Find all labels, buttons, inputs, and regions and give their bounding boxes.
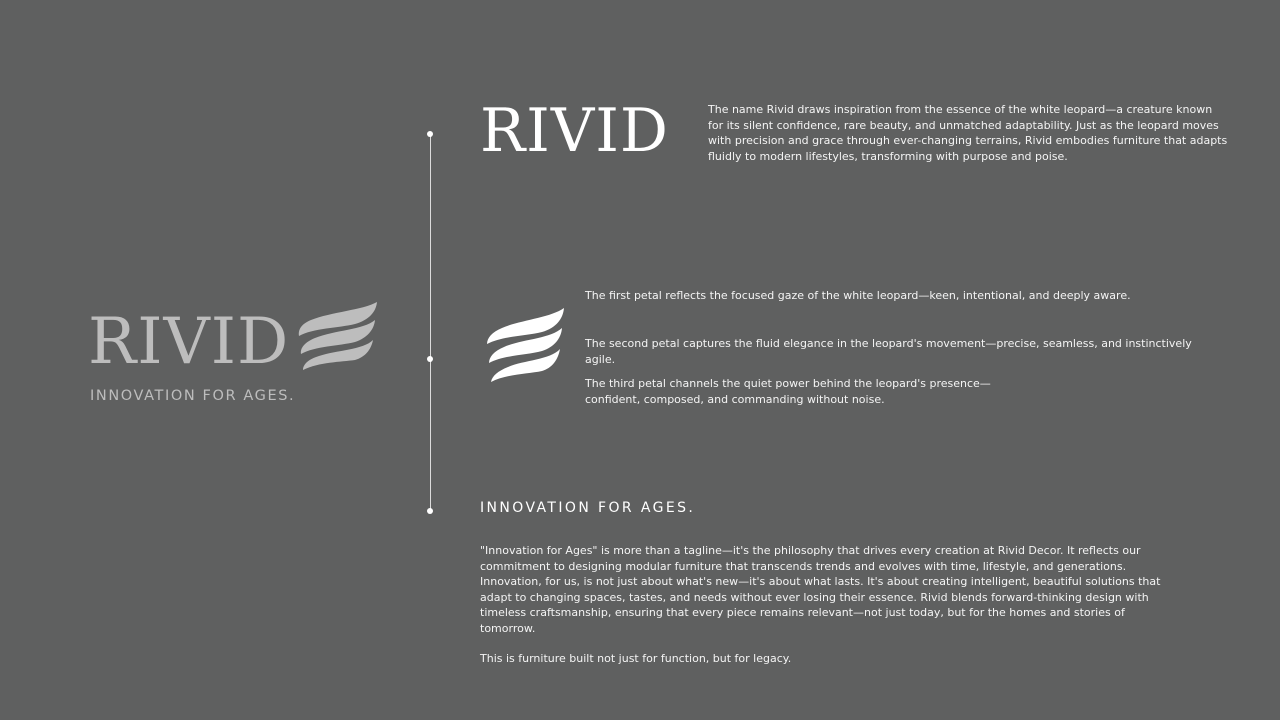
tagline-heading: INNOVATION FOR AGES. bbox=[480, 500, 696, 516]
timeline-dot-petals bbox=[427, 356, 433, 362]
third-petal-text: The third petal channels the quiet power behind the leopard's presence—confident, composed, and commanding without noise. bbox=[585, 377, 991, 406]
tagline-description bbox=[480, 543, 1180, 667]
three-petal-wing-icon bbox=[484, 306, 566, 384]
name-description: The name Rivid draws inspiration from the essence of the white leopard—a creature known for its silent confidence, rare beauty, and unmatched adaptability. Just as the leopard moves with precision and grace through ever-changing terrains, Rivid embodies furniture that adapts fluidly to modern lifestyles, transforming with purpose and poise. bbox=[708, 103, 1228, 163]
brand-lockup bbox=[88, 296, 388, 416]
tagline-closing: This is furniture built not just for function, but for legacy. bbox=[480, 652, 792, 665]
timeline-line bbox=[430, 134, 431, 511]
brand-tagline: INNOVATION FOR AGES. bbox=[90, 388, 296, 404]
timeline-dot-name bbox=[427, 131, 433, 137]
tagline-paragraph: "Innovation for Ages" is more than a tagline—it's the philosophy that drives every creation at Rivid Decor. It reflects our commitment to designing modular furniture that transcends trends and evolves with time, lifestyle, and generations. Innovation, for us, is not just about what's new—it's about what lasts. It's about creating intelligent, beautiful solutions that adapt to changing spaces, tastes, and needs without ever losing their essence. Rivid blends forward-thinking design with timeless craftsmanship, ensuring that every piece remains relevant—not just today, but for the homes and stories of tomorrow. bbox=[480, 544, 1161, 635]
second-petal-text: The second petal captures the fluid elegance in the leopard's movement—precise, seamless, and instinctively agile. bbox=[585, 337, 1192, 366]
first-petal-text: The first petal reflects the focused gaze of the white leopard—keen, intentional, and deeply aware. bbox=[585, 289, 1131, 302]
three-petal-wing-icon bbox=[297, 300, 379, 372]
name-heading: RIVID bbox=[480, 96, 670, 166]
brand-wordmark: RIVID bbox=[88, 305, 290, 379]
timeline-dot-tagline bbox=[427, 508, 433, 514]
